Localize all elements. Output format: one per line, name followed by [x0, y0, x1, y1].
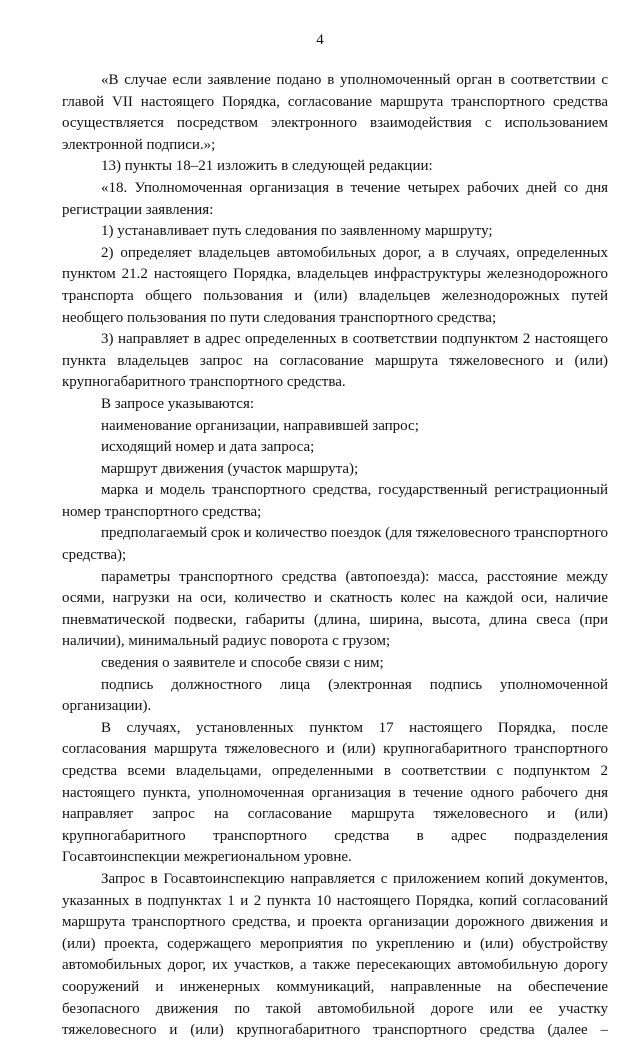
- paragraph: маршрут движения (участок маршрута);: [101, 460, 359, 477]
- paragraph: сведения о заявителе и способе связи с ним;: [101, 655, 384, 672]
- paragraph: Запрос в Госавтоинспекцию направляется с приложением копий документов, указанных в подпунктах 1 и 2 пункта 10 настоящего Порядка, копий согласований маршрута транспортного средства, и проекта организации дорожного движения и (или) проекта, содержащего мероприятия по укреплению и (или) обустройству автомобильных дорог, их участков, а также пересекающих автомобильную дорогу сооружений и инженерных коммуникаций, направленные на обеспечение безопасного движения по такой автомобильной дороге или ее участку тяжеловесного и (или) крупногабаритного транспортного средства (далее –: [62, 870, 608, 1039]
- page-number: 4: [316, 32, 324, 48]
- paragraph: «18. Уполномоченная организация в течение четырех рабочих дней со дня регистрации заявления:: [62, 179, 608, 218]
- paragraph: 13) пункты 18–21 изложить в следующей редакции:: [101, 158, 433, 175]
- paragraph: «В случае если заявление подано в уполномоченный орган в соответствии с главой VII настоящего Порядка, согласование маршрута транспортного средства осуществляется посредством электронного взаимодействия с использованием электронной подписи.»;: [62, 72, 608, 153]
- paragraph: подпись должностного лица (электронная подпись уполномоченной организации).: [62, 676, 608, 715]
- document-body: [62, 70, 608, 1042]
- paragraph: параметры транспортного средства (автопоезда): масса, расстояние между осями, нагрузки на оси, количество и скатность колес на каждой оси, наличие пневматической подвески, габариты (длина, ширина, высота, длина свеса (при наличии), минимальный радиус поворота с грузом;: [62, 568, 608, 650]
- paragraph: 2) определяет владельцев автомобильных дорог, а в случаях, определенных пунктом 21.2 настоящего Порядка, владельцев инфраструктуры железнодорожного транспорта общего пользования и (или) владельцев железнодорожных путей необщего пользования по пути следования транспортного средства;: [62, 244, 608, 326]
- paragraph: наименование организации, направившей запрос;: [101, 417, 419, 434]
- paragraph: В случаях, установленных пунктом 17 настоящего Порядка, после согласования маршрута тяжеловесного и (или) крупногабаритного транспортного средства всеми владельцами, определенными в соответствии с подпунктом 2 настоящего пункта, уполномоченная организация в течение одного рабочего дня направляет запрос на согласование маршрута тяжеловесного и (или) крупногабаритного транспортного средства в адрес подразделения Госавтоинспекции межрегиональном уровне.: [62, 719, 608, 866]
- paragraph: предполагаемый срок и количество поездок (для тяжеловесного транспортного средства);: [62, 525, 608, 564]
- paragraph: В запросе указываются:: [101, 395, 255, 412]
- paragraph: марка и модель транспортного средства, государственный регистрационный номер транспортного средства;: [62, 482, 608, 520]
- paragraph: 1) устанавливает путь следования по заявленному маршруту;: [101, 223, 493, 240]
- paragraph: исходящий номер и дата запроса;: [101, 439, 315, 456]
- paragraph: 3) направляет в адрес определенных в соответствии подпунктом 2 настоящего пункта владельцев запрос на согласование маршрута тяжеловесного и (или) крупногабаритного транспортного средства.: [62, 331, 608, 391]
